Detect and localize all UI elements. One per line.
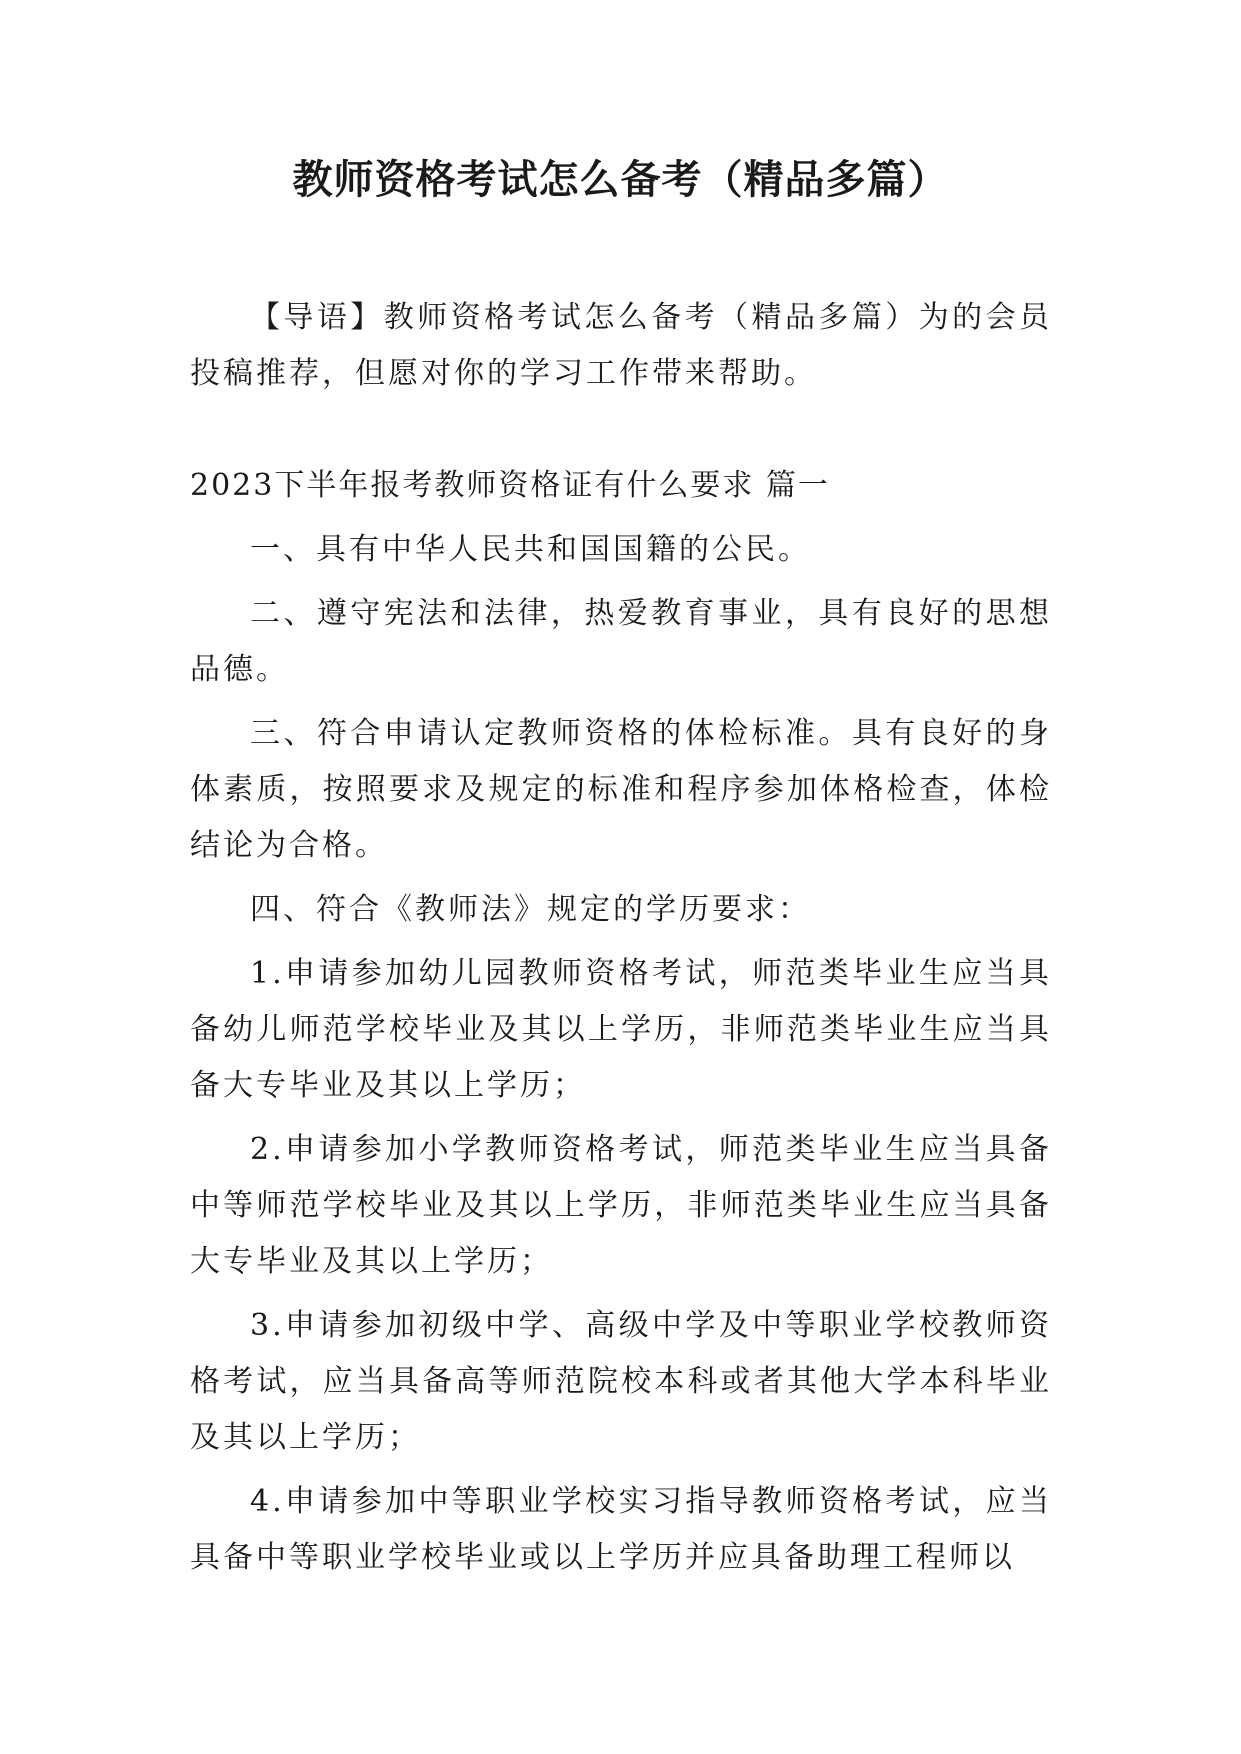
intro-paragraph: 【导语】教师资格考试怎么备考（精品多篇）为的会员投稿推荐，但愿对你的学习工作带来帮助。 — [190, 300, 1052, 391]
requirement-paragraph: 一、具有中华人民共和国国籍的公民。 — [250, 532, 811, 567]
requirement-paragraph: 4.申请参加中等职业学校实习指导教师资格考试，应当具备中等职业学校毕业或以上学历并应具备助理工程师以 — [190, 1484, 1052, 1575]
requirement-paragraph: 3.申请参加初级中学、高级中学及中等职业学校教师资格考试，应当具备高等师范院校本科或者其他大学本科毕业及其以上学历； — [190, 1308, 1052, 1455]
requirement-paragraph: 2.申请参加小学教师资格考试，师范类毕业生应当具备中等师范学校毕业及其以上学历，非师范类毕业生应当具备大专毕业及其以上学历； — [190, 1132, 1052, 1279]
requirement-paragraph: 1.申请参加幼儿园教师资格考试，师范类毕业生应当具备幼儿师范学校毕业及其以上学历，非师范类毕业生应当具备大专毕业及其以上学历； — [190, 956, 1052, 1103]
section-heading: 2023下半年报考教师资格证有什么要求 篇一 — [190, 468, 830, 503]
requirement-paragraph: 二、遵守宪法和法律，热爱教育事业，具有良好的思想品德。 — [190, 596, 1052, 687]
requirement-paragraph: 三、符合申请认定教师资格的体检标准。具有良好的身体素质，按照要求及规定的标准和程序参加体格检查，体检结论为合格。 — [190, 716, 1052, 863]
document-title: 教师资格考试怎么备考（精品多篇） — [292, 157, 949, 203]
requirement-paragraph: 四、符合《教师法》规定的学历要求： — [250, 892, 811, 927]
document-body — [190, 290, 1052, 1586]
